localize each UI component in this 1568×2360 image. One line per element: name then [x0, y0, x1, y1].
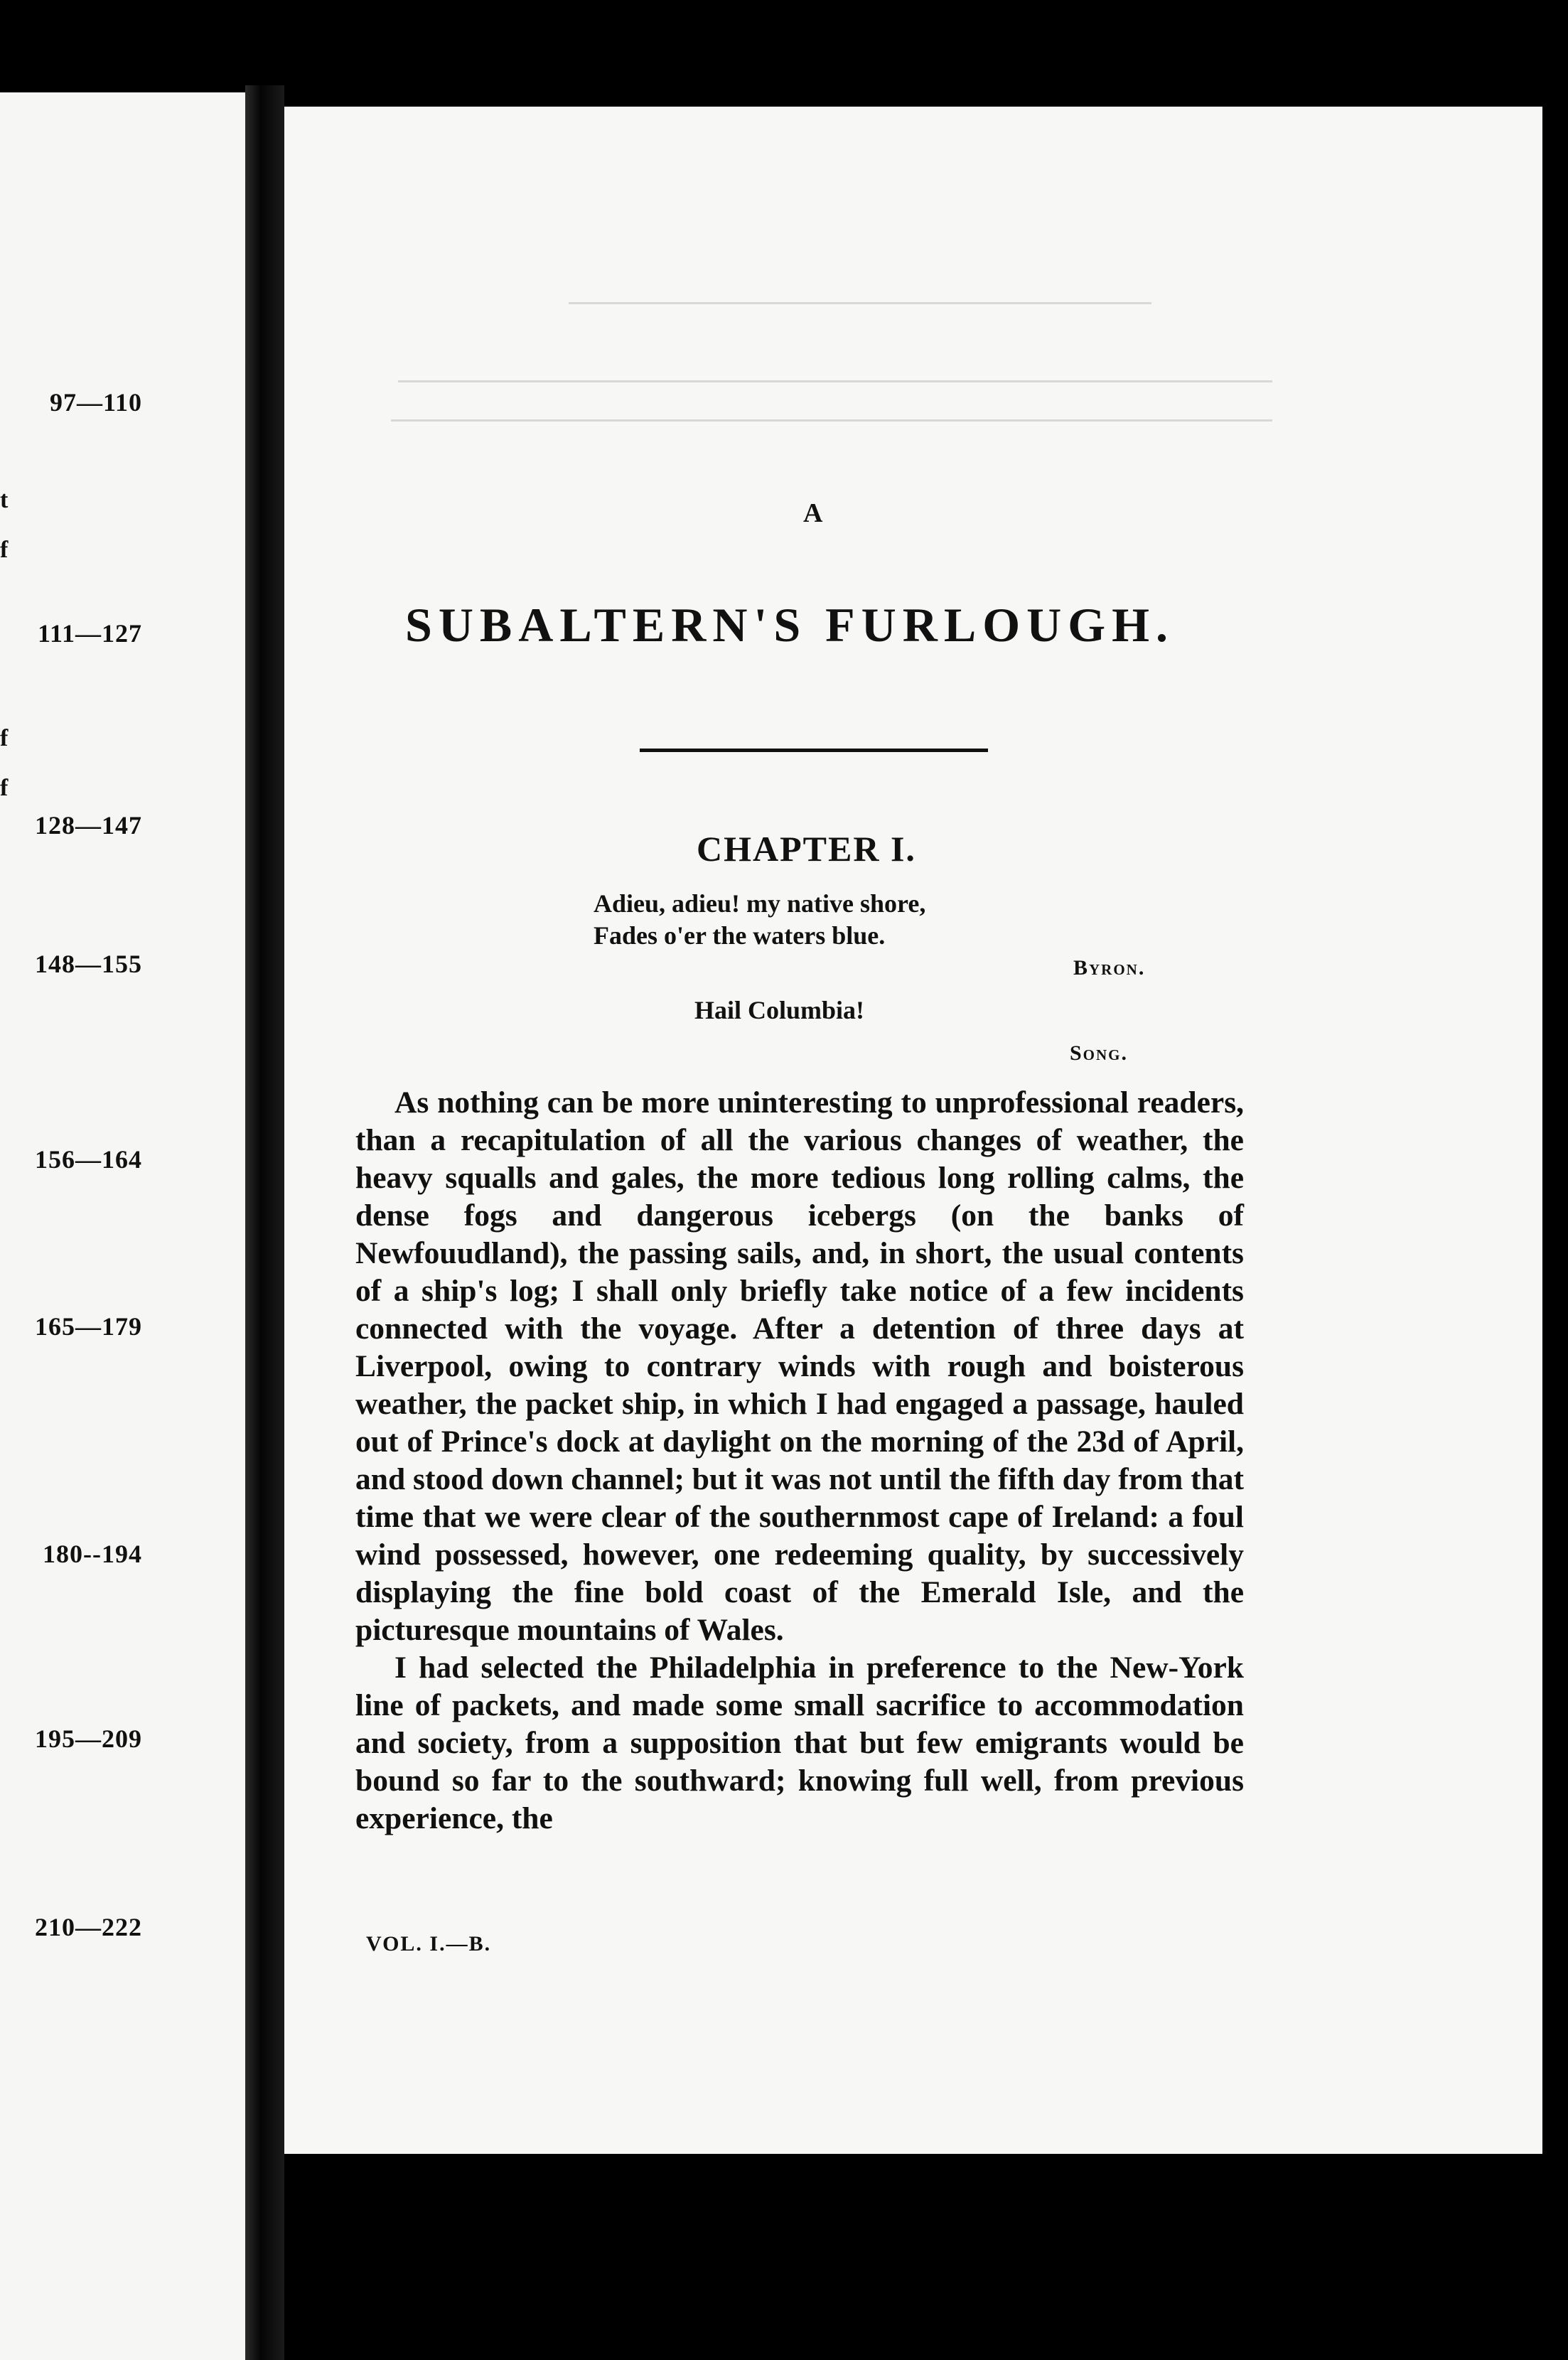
margin-mark: f	[0, 775, 9, 801]
page-ref: 210—222	[35, 1913, 142, 1941]
book-title: SUBALTERN'S FURLOUGH.	[405, 598, 1175, 652]
page-ref: 156—164	[35, 1145, 142, 1174]
page-ref: 180--194	[43, 1540, 142, 1568]
epigraph-line: Fades o'er the waters blue.	[594, 921, 886, 950]
page-ref: 148—155	[35, 950, 142, 978]
title-rule	[640, 749, 988, 752]
page-ref: 97—110	[49, 388, 142, 417]
epigraph-attribution: Byron.	[1073, 956, 1146, 980]
show-through-text	[569, 302, 1151, 304]
margin-mark: f	[0, 725, 9, 751]
page-ref: 165—179	[35, 1312, 142, 1341]
page-ref: 111—127	[37, 619, 142, 648]
epigraph-line: Adieu, adieu! my native shore,	[594, 889, 926, 918]
right-page	[284, 107, 1542, 2154]
paragraph: As nothing can be more uninteresting to unprofessional readers, than a recapitulation of all the various changes of weather, the heavy squalls and gales, the more tedious long rolling calms, the dense fogs and dangerous icebergs (on the banks of Newfouudland), the passing sails, and, in short, the usual contents of a ship's log; I shall only briefly take notice of a few incidents connected with the voyage. After a detention of three days at Liverpool, owing to contrary winds with rough and boisterous weather, the packet ship, in which I had engaged a passage, hauled out of Prince's dock at daylight on the morning of the 23d of April, and stood down channel; but it was not until the fifth day from that time that we were clear of the southernmost cape of Ireland: a foul wind possessed, however, one redeeming quality, by successively displaying the fine bold coast of the Emerald Isle, and the picturesque mountains of Wales.	[355, 1085, 1245, 1647]
show-through-text	[398, 380, 1272, 382]
epigraph-attribution: Song.	[1070, 1041, 1129, 1065]
margin-mark: f	[0, 537, 9, 563]
paragraph: I had selected the Philadelphia in preference to the New-York line of packets, and made some small sacrifice to accommodation and society, from a supposition that but few emigrants would be bound so far to the southward; knowing full well, from previous experience, the	[355, 1651, 1244, 1835]
page-ref: 195—209	[35, 1725, 142, 1753]
signature-mark: VOL. I.—B.	[366, 1932, 492, 1956]
left-page	[0, 92, 245, 2360]
show-through-text	[391, 419, 1272, 422]
title-article: A	[803, 498, 823, 528]
margin-mark: t	[0, 487, 9, 513]
book-spine	[245, 85, 284, 2360]
chapter-body	[355, 1084, 1244, 1838]
chapter-heading: CHAPTER I.	[697, 829, 916, 869]
page-ref: 128—147	[35, 811, 142, 840]
epigraph-line: Hail Columbia!	[694, 996, 865, 1024]
